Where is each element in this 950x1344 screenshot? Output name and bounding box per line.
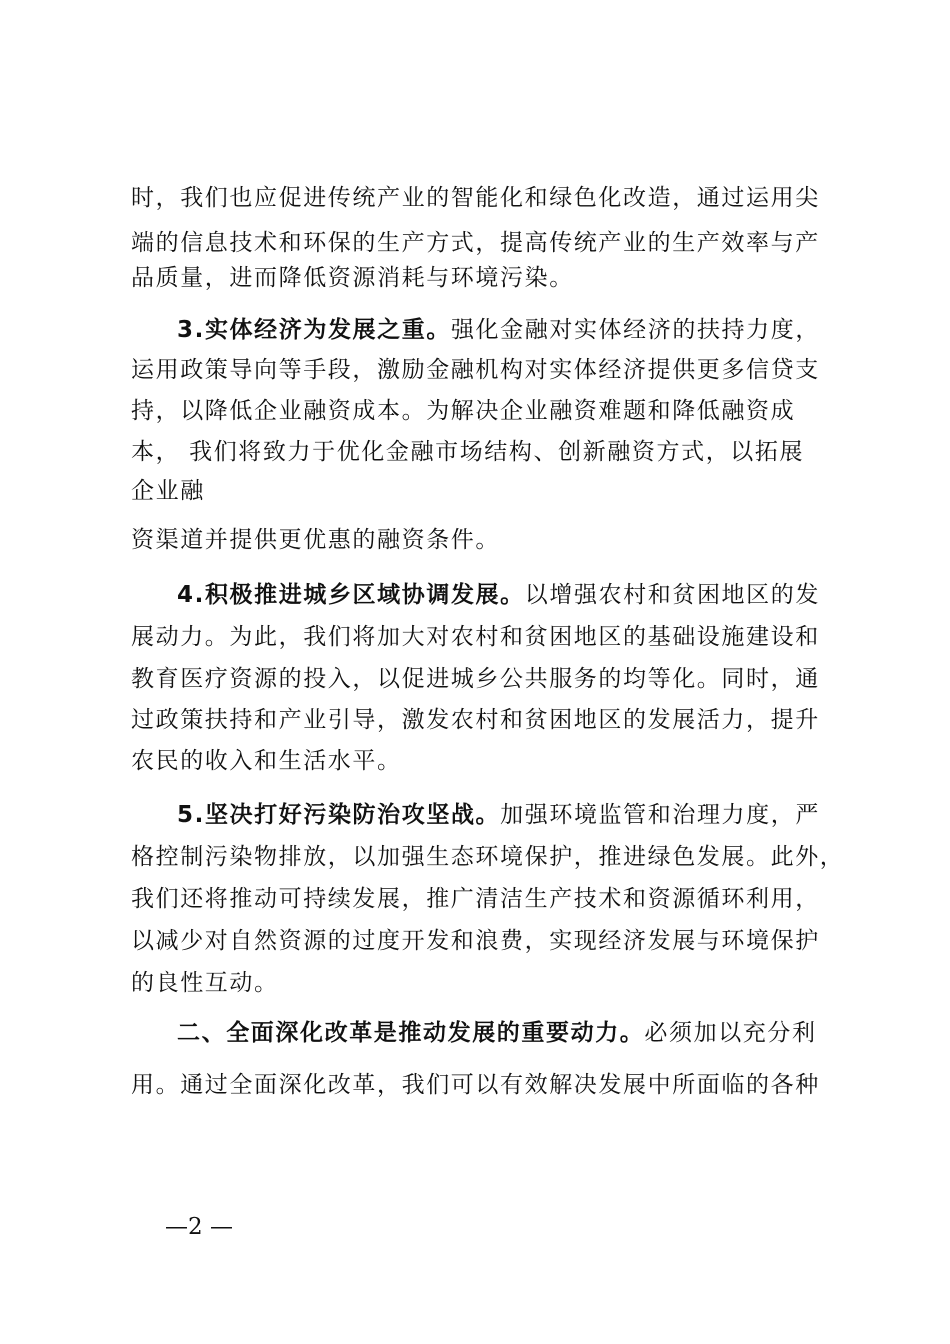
- body-text: 强化金融对实体经济的扶持力度，: [450, 317, 820, 343]
- body-text-line: 品质量，进而降低资源消耗与环境污染。: [131, 265, 574, 291]
- body-text-line: 时，我们也应促进传统产业的智能化和绿色化改造，通过运用尖: [131, 185, 820, 211]
- body-text-line: 的良性互动。: [131, 970, 279, 996]
- numbered-paragraph-3-first-line: [177, 315, 820, 345]
- body-text-line: 资渠道并提供更优惠的融资条件。: [131, 527, 500, 553]
- body-text-line: 用。通过全面深化改革，我们可以有效解决发展中所面临的各种: [131, 1072, 820, 1098]
- body-text-line: 我们还将推动可持续发展，推广清洁生产技术和资源循环利用，: [131, 886, 820, 912]
- body-text-line: 端的信息技术和环保的生产方式，提高传统产业的生产效率与产: [131, 230, 820, 256]
- paragraph-heading-4: 4.积极推进城乡区域协调发展。: [177, 582, 525, 608]
- body-text: 以增强农村和贫困地区的发: [524, 582, 820, 608]
- paragraph-heading-5: 5.坚决打好污染防治攻坚战。: [177, 802, 501, 828]
- body-text-line: 持，以降低企业融资成本。为解决企业融资难题和降低融资成: [131, 398, 796, 424]
- numbered-paragraph-5-first-line: [177, 800, 820, 830]
- body-text-line: 过政策扶持和产业引导，激发农村和贫困地区的发展活力，提升: [131, 707, 820, 733]
- body-text-line: 教育医疗资源的投入，以促进城乡公共服务的均等化。同时，通: [131, 666, 820, 692]
- body-text-line: 运用政策导向等手段，激励金融机构对实体经济提供更多信贷支: [131, 357, 820, 383]
- page-number: —2 —: [165, 1214, 233, 1240]
- body-text-line: 企业融: [131, 478, 205, 504]
- body-text-line: 展动力。为此，我们将加大对农村和贫困地区的基础设施建设和: [131, 624, 820, 650]
- section-heading-line: [177, 1018, 817, 1048]
- body-text-line: 以减少对自然资源的过度开发和浪费，实现经济发展与环境保护: [131, 928, 820, 954]
- numbered-paragraph-4-first-line: [177, 580, 820, 610]
- body-text-line: 格控制污染物排放，以加强生态环境保护，推进绿色发展。此外，: [131, 844, 845, 870]
- body-text-line: 本， 我们将致力于优化金融市场结构、创新融资方式，以拓展: [131, 439, 805, 465]
- body-text: 必须加以充分利: [644, 1020, 817, 1046]
- body-text: 加强环境监管和治理力度，严: [500, 802, 820, 828]
- body-text-line: 农民的收入和生活水平。: [131, 748, 402, 774]
- section-heading-2: 二、全面深化改革是推动发展的重要动力。: [177, 1020, 645, 1046]
- paragraph-heading-3: 3.实体经济为发展之重。: [177, 317, 451, 343]
